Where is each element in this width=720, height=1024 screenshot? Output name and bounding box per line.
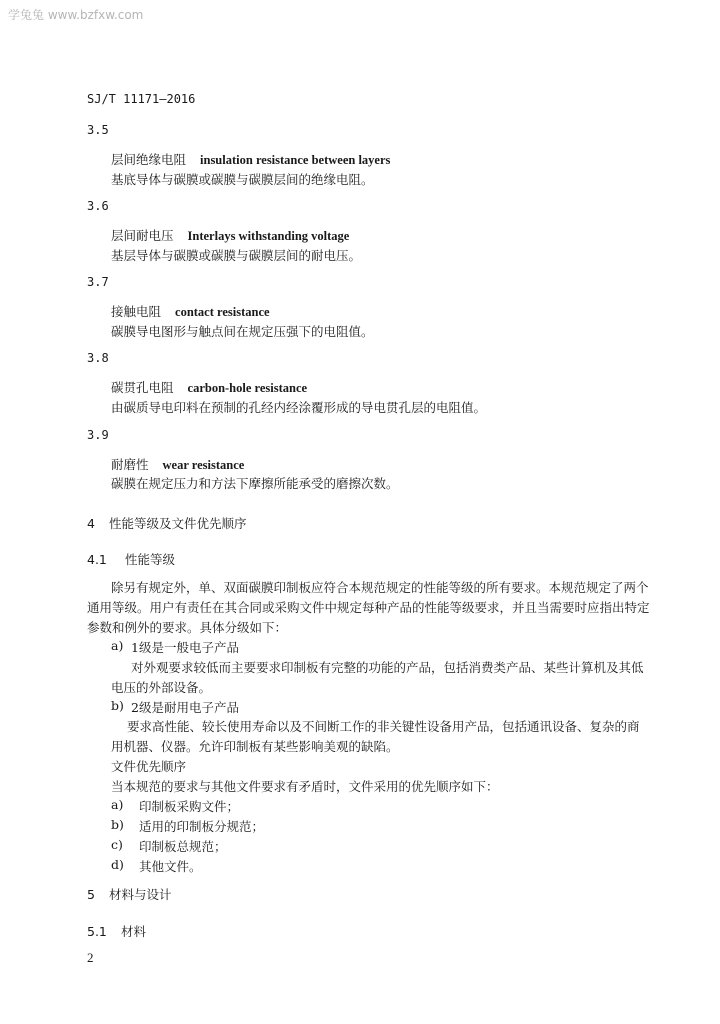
term-definition: 由碳质导电印料在预制的孔经内经涂覆形成的导电贯孔层的电阻值。 xyxy=(111,400,487,415)
list-item-desc: 对外观要求较低而主要要求印制板有完整的功能的产品，包括消费类产品、某些计算机及其低 xyxy=(131,660,644,675)
term-chinese: 耐磨性 xyxy=(111,457,149,472)
paragraph-line: 参数和例外的要求。具体分级如下： xyxy=(87,620,288,635)
term-heading xyxy=(111,455,244,473)
term-english: wear resistance xyxy=(162,458,245,472)
paragraph-line: 通用等级。用户有责任在其合同或采购文件中规定每种产品的性能等级要求，并且当需要时应指出特定 xyxy=(87,600,650,615)
doc-order-item: 印制板采购文件； xyxy=(139,799,240,814)
list-item-desc: 要求高性能、较长使用寿命以及不间断工作的非关键性设备用产品，包括通讯设备、复杂的商 xyxy=(127,719,640,734)
list-item-label: a) xyxy=(111,638,124,653)
subsection-number: 4.1 xyxy=(87,552,107,567)
doc-order-label: b) xyxy=(111,817,124,832)
list-item-desc: 电压的外部设备。 xyxy=(111,680,212,695)
list-item-desc: 用机器、仪器。允许印制板有某些影响美观的缺陷。 xyxy=(111,739,399,754)
clause-number: 3.5 xyxy=(87,123,109,137)
clause-number: 3.8 xyxy=(87,351,109,365)
clause-number: 3.9 xyxy=(87,428,109,442)
term-english: contact resistance xyxy=(175,305,270,319)
term-definition: 基底导体与碳膜或碳膜与碳膜层间的绝缘电阻。 xyxy=(111,172,374,187)
term-heading xyxy=(111,378,307,396)
paragraph-line: 除另有规定外，单、双面碳膜印制板应符合本规范规定的性能等级的所有要求。本规范规定了两个 xyxy=(111,580,649,595)
list-item-title: 1级是一般电子产品 xyxy=(131,640,239,655)
term-chinese: 层间绝缘电阻 xyxy=(111,152,187,167)
doc-order-item: 适用的印制板分规范； xyxy=(139,819,265,834)
section-heading xyxy=(87,885,172,903)
list-item-title: 2级是耐用电子产品 xyxy=(131,700,239,715)
doc-order-label: d) xyxy=(111,857,124,872)
term-definition: 基层导体与碳膜或碳膜与碳膜层间的耐电压。 xyxy=(111,248,362,263)
subsection-title: 性能等级 xyxy=(125,552,176,567)
term-definition: 碳膜导电图形与触点间在规定压强下的电阻值。 xyxy=(111,324,374,339)
term-chinese: 碳贯孔电阻 xyxy=(111,380,174,395)
section-number: 5 xyxy=(87,887,95,902)
term-chinese: 接触电阻 xyxy=(111,304,162,319)
term-heading xyxy=(111,302,270,320)
term-english: carbon-hole resistance xyxy=(187,381,308,395)
section-title: 材料与设计 xyxy=(109,887,172,902)
section-number: 4 xyxy=(87,516,95,531)
section-heading xyxy=(87,514,247,532)
clause-number: 3.7 xyxy=(87,275,109,289)
term-heading xyxy=(111,226,349,244)
standard-code: SJ/T 11171—2016 xyxy=(87,92,196,106)
term-english: insulation resistance between layers xyxy=(200,153,391,167)
section-title: 性能等级及文件优先顺序 xyxy=(109,516,247,531)
doc-order-item: 印制板总规范； xyxy=(139,839,227,854)
term-english: Interlays withstanding voltage xyxy=(187,229,350,243)
term-definition: 碳膜在规定压力和方法下摩擦所能承受的磨擦次数。 xyxy=(111,476,399,491)
doc-order-intro: 当本规范的要求与其他文件要求有矛盾时，文件采用的优先顺序如下： xyxy=(111,779,499,794)
subsection-heading xyxy=(87,550,175,568)
doc-order-heading: 文件优先顺序 xyxy=(111,759,187,774)
clause-number: 3.6 xyxy=(87,199,109,213)
page-number: 2 xyxy=(87,950,94,965)
subsection-heading xyxy=(87,922,146,940)
doc-order-label: c) xyxy=(111,837,123,852)
term-chinese: 层间耐电压 xyxy=(111,228,174,243)
doc-order-item: 其他文件。 xyxy=(139,859,202,874)
watermark: 学兔兔 www.bzfxw.com xyxy=(8,8,144,22)
doc-order-label: a) xyxy=(111,797,124,812)
term-heading xyxy=(111,150,390,168)
subsection-number: 5.1 xyxy=(87,924,107,939)
list-item-label: b) xyxy=(111,698,124,713)
subsection-title: 材料 xyxy=(121,924,147,939)
